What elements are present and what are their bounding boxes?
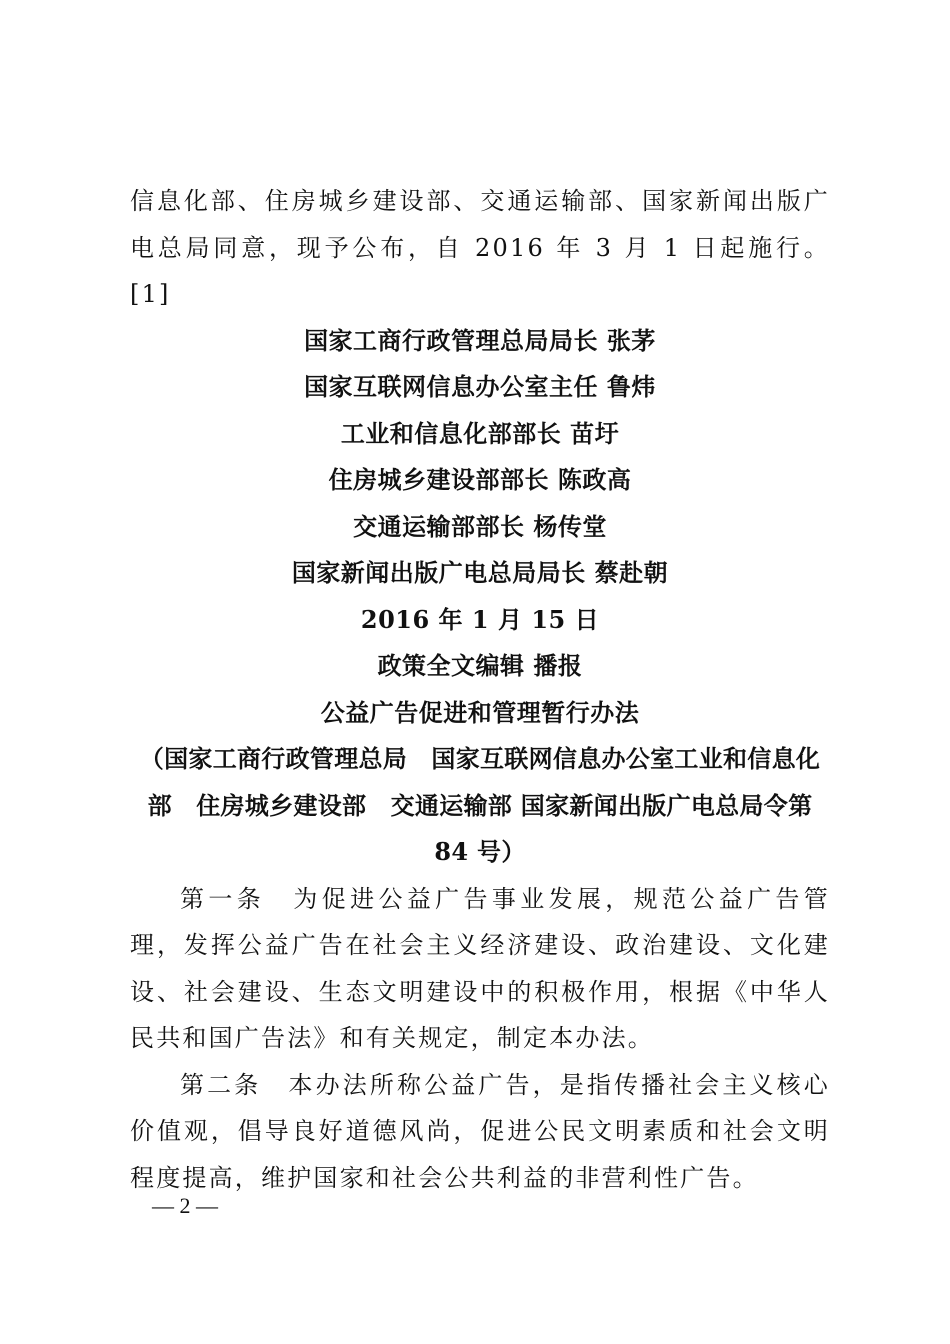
signatory-line: 国家互联网信息办公室主任 鲁炜: [304, 372, 656, 401]
page-number: — 2 —: [152, 1193, 218, 1218]
signatory-line: 国家新闻出版广电总局局长 蔡赴朝: [291, 558, 669, 587]
signatory-line: 工业和信息化部部长 苗圩: [340, 418, 620, 448]
signatory-list: [130, 318, 830, 597]
signatory-line: 住房城乡建设部部长 陈政高: [328, 465, 632, 494]
document-page: [130, 178, 830, 1201]
issuer-note: （国家工商行政管理总局 国家互联网信息办公室工业和信息化部 住房城乡建设部 交通运输部 国家新闻出版广电总局令第 84 号）: [139, 744, 821, 866]
section-heading: 政策全文编辑 播报: [377, 651, 583, 680]
article-2: 第二条 本办法所称公益广告，是指传播社会主义核心价值观，倡导良好道德风尚，促进公民文明素质和社会文明程度提高，维护国家和社会公共利益的非营利性广告。: [130, 1070, 830, 1192]
signatory-line: 国家工商行政管理总局局长 张茅: [304, 325, 656, 355]
intro-paragraph: 信息化部、住房城乡建设部、交通运输部、国家新闻出版广电总局同意，现予公布，自 2016 年 3 月 1 日起施行。 [1]: [130, 187, 830, 308]
signatory-line: 交通运输部部长 杨传堂: [353, 511, 607, 541]
article-1: 第一条 为促进公益广告事业发展，规范公益广告管理，发挥公益广告在社会主义经济建设、政治建设、文化建设、社会建设、生态文明建设中的积极作用，根据《中华人民共和国广告法》和有关规定，制定本办法。: [130, 884, 830, 1052]
document-title: 公益广告促进和管理暂行办法: [320, 697, 640, 727]
signing-date: 2016 年 1 月 15 日: [360, 604, 600, 634]
